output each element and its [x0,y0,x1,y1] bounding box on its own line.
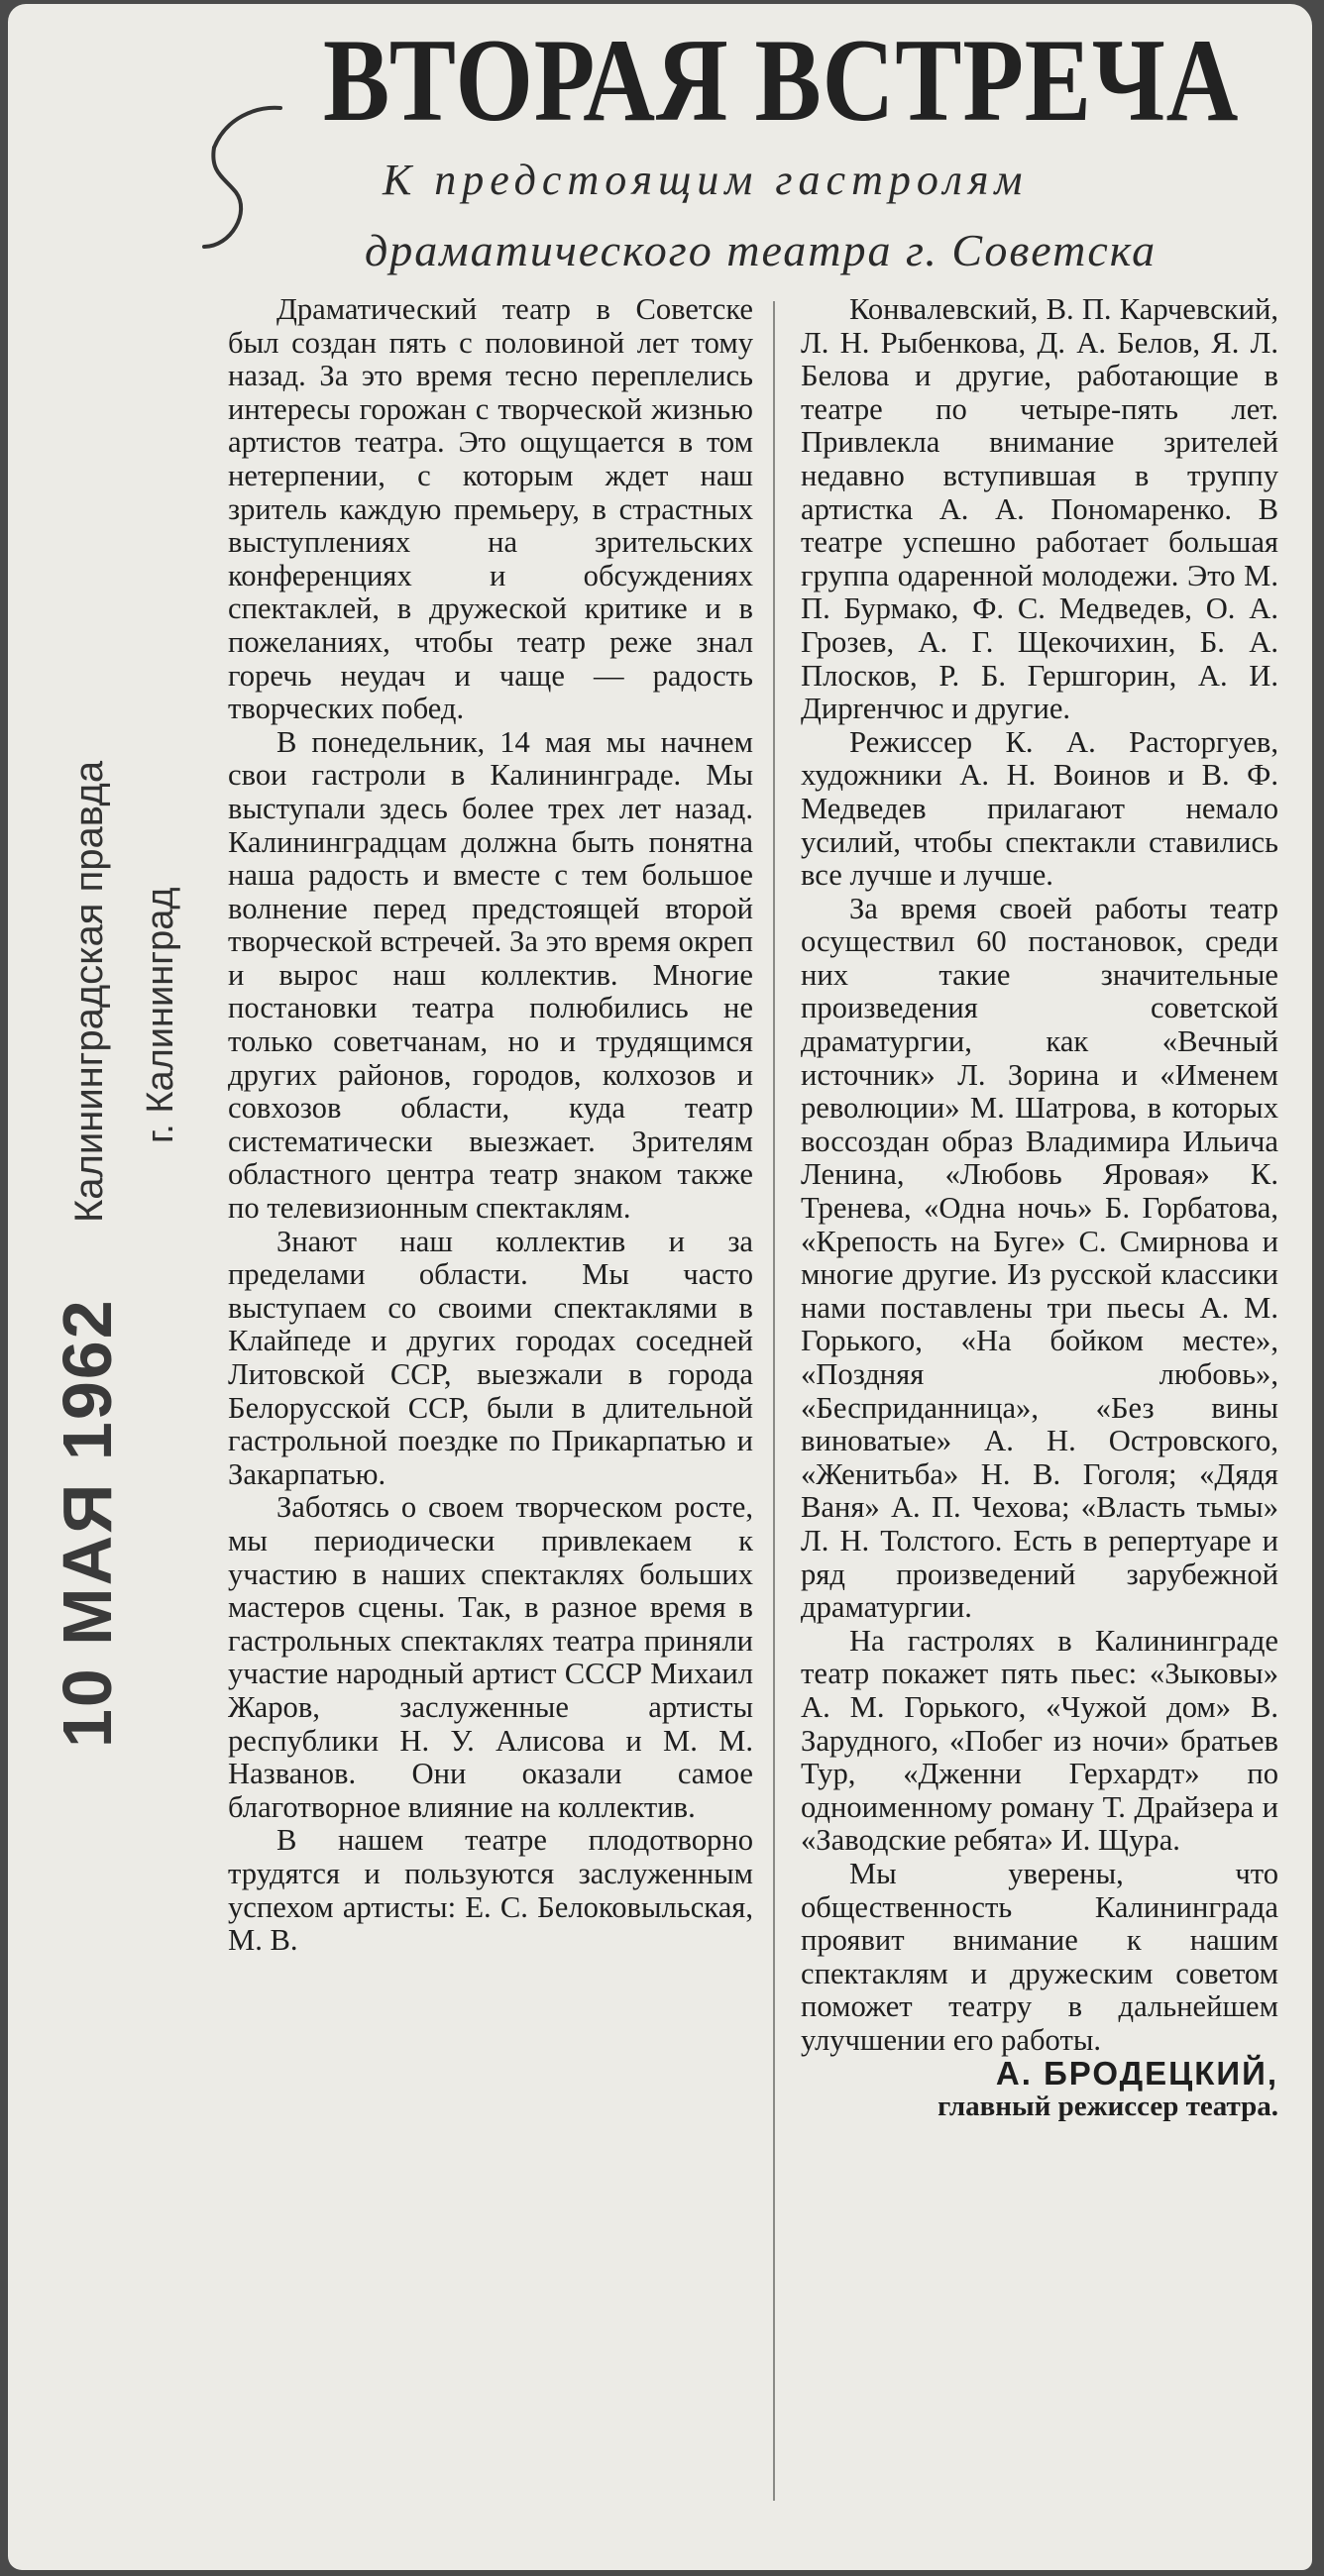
paragraph: Драматический театр в Советске был создан пять с половиной лет тому назад. За это время тесно переплелись интересы горожан с творческой жизнью артистов театра. Это ощущается в том нетерпении, с которым ждет наш зритель каждую премьеру, в страстных выступлениях на зрительских конференциях и обсуждениях спектаклей, в дружеской критике и в пожеланиях, чтобы театр реже знал горечь неудач и чаще — радость творческих побед. [228,292,753,726]
article-column-right [801,293,1278,2124]
paragraph: Знают наш коллектив и за пределами области. Мы часто выступаем со своими спектаклями в Клайпеде и других городах соседней Литовской ССР, выезжали в города Белорусской ССР, были в длительной гастрольной поездке по Прикарпатью и Закарпатью. [228,1224,753,1491]
headline: ВТОРАЯ ВСТРЕЧА [323,14,1240,146]
paragraph: Мы уверены, что общественность Калининграда проявит внимание к нашим спектаклям и дружеским советом поможет театру в дальнейшем улучшении его работы. [801,1856,1278,2057]
date-stamp [48,1298,127,1748]
author-name: А. БРОДЕЦКИЙ, [995,2055,1278,2093]
subtitle-line-1: К предстоящим гастролям [383,156,1029,204]
publication-city: г. Калининград [140,887,181,1143]
author-role: главный режиссер театра. [938,2091,1278,2123]
column-divider [773,301,775,2501]
publication-name: Калининградская правда [67,760,111,1223]
date-stamp-text: 10 МАЯ 1962 [49,1298,126,1748]
subtitle-line-2: драматического театра г. Советска [365,225,1158,275]
paragraph: На гастролях в Калининграде театр покажет пять пьес: «Зыковы» А. М. Горького, «Чужой дом» В. Зарудного, «Побег из ночи» братьев Тур, «Дженни Герхардт» по одноименному роману Т. Драйзера и «Заводские ребята» И. Щура. [801,1623,1278,1858]
article-column-left [228,293,753,1958]
paragraph: Заботясь о своем творческом росте, мы периодически привлекаем к участию в наших спектаклях больших мастеров сцены. Так, в разное время в гастрольных спектаклях театра приняли участие народный артист СССР Михаил Жаров, заслуженные артисты республики Н. У. Алисова и М. М. Названов. Они оказали самое благотворное влияние на коллектив. [228,1490,753,1824]
paragraph: Режиссер К. А. Расторгуев, художники А. Н. Воинов и В. Ф. Медведев прилагают немало усилий, чтобы спектакли ставились все лучше и лучше. [801,724,1278,893]
pencil-mark-icon [196,98,285,257]
paragraph: В нашем театре плодотворно трудятся и пользуются заслуженным успехом артисты: Е. С. Белоковыльская, М. В. [228,1823,753,1958]
source-annotation [67,761,182,1223]
paragraph: В понедельник, 14 мая мы начнем свои гастроли в Калининграде. Мы выступали здесь более трех лет назад. Калининградцам должна быть понятна наша радость и вместе с тем большое волнение перед предстоящей второй творческой встречей. За это время окреп и вырос наш коллектив. Многие постановки театра полюбились не только советчанам, но и трудящимся других районов, городов, колхозов и совхозов области, куда театр систематически выезжает. Зрителям областного центра театр знаком также по телевизионным спектаклям. [228,724,753,1226]
newspaper-clipping [8,4,1312,2570]
paragraph: Конвалевский, В. П. Карчевский, Л. Н. Рыбенкова, Д. А. Белов, Я. Л. Белова и другие, работающие в театре по четыре-пять лет. Привлекла внимание зрителей недавно вступившая в труппу артистка А. А. Пономаренко. В театре успешно работает большая группа одаренной молодежи. Это М. П. Бурмако, Ф. С. Медведев, О. А. Грозев, А. Г. Щекочихин, Б. А. Плосков, Р. Б. Гершгорин, А. И. Дирrенчюс и другие. [801,292,1278,726]
paragraph: За время своей работы театр осуществил 60 постановок, среди них такие значительные произведения советской драматургии, как «Вечный источник» Л. Зорина и «Именем революции» М. Шатрова, в которых воссоздан образ Владимира Ильича Ленина, «Любовь Яровая» К. Тренева, «Одна ночь» Б. Горбатова, «Крепость на Буге» С. Смирнова и многие другие. Из русской классики нами поставлены три пьесы А. М. Горького, «На бойком месте», «Поздняя любовь», «Бесприданница», «Без вины виноватые» А. Н. Островского, «Женитьба» Н. В. Гоголя; «Дядя Ваня» А. П. Чехова; «Власть тьмы» Л. Н. Толстого. Есть в репертуаре и ряд произведений зарубежной драматургии. [801,891,1278,1625]
